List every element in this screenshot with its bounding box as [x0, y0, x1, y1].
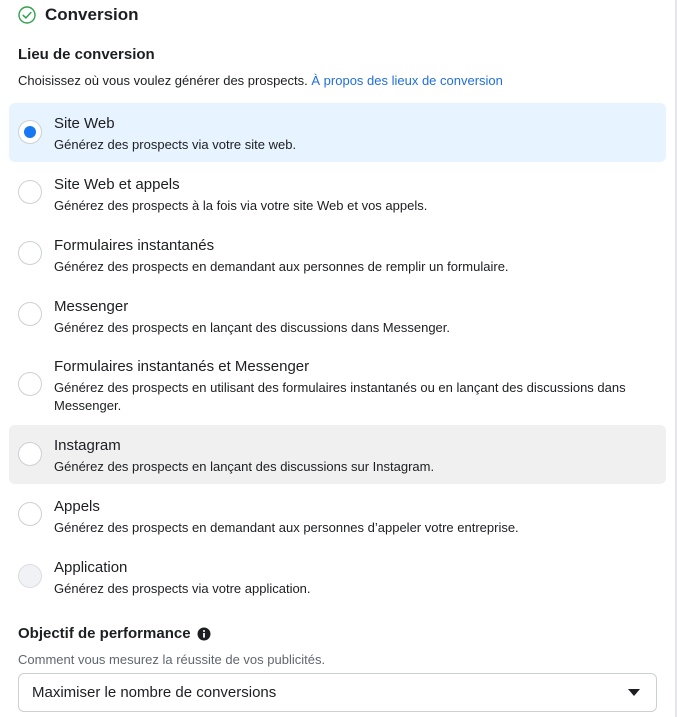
- section-header: [18, 4, 139, 26]
- radio-instagram[interactable]: [18, 442, 42, 466]
- radio-appels[interactable]: [18, 502, 42, 526]
- radio-formulaires-instantanes[interactable]: [18, 241, 42, 265]
- option-formulaires-et-messenger[interactable]: [9, 347, 666, 423]
- option-site-web-et-appels[interactable]: [9, 164, 666, 223]
- option-label: Formulaires instantanés et Messenger: [54, 358, 310, 375]
- option-description: Générez des prospects en demandant aux personnes d’appeler votre entreprise.: [54, 520, 519, 535]
- option-label: Application: [54, 559, 128, 576]
- option-label: Instagram: [54, 437, 121, 454]
- option-description: Générez des prospects en lançant des discussions sur Instagram.: [54, 459, 435, 474]
- conversion-location-description-text: Choisissez où vous voulez générer des prospects.: [18, 73, 308, 88]
- option-appels[interactable]: [9, 486, 666, 545]
- radio-site-web[interactable]: [18, 120, 42, 144]
- option-description: Générez des prospects via votre application.: [54, 581, 311, 596]
- option-formulaires-instantanes[interactable]: [9, 225, 666, 284]
- option-application[interactable]: [9, 547, 666, 606]
- option-label: Appels: [54, 498, 100, 515]
- radio-messenger[interactable]: [18, 302, 42, 326]
- option-description: Générez des prospects via votre site web.: [54, 137, 297, 152]
- option-site-web[interactable]: [9, 103, 666, 162]
- option-messenger[interactable]: [9, 286, 666, 345]
- about-conversion-locations-link[interactable]: À propos des lieux de conversion: [311, 73, 503, 88]
- option-description: Générez des prospects à la fois via votre site Web et vos appels.: [54, 198, 428, 213]
- option-instagram[interactable]: [9, 425, 666, 484]
- performance-goal-select[interactable]: [18, 673, 657, 712]
- section-title: Conversion: [45, 5, 139, 24]
- performance-goal-description: Comment vous mesurez la réussite de vos publicités.: [18, 652, 326, 667]
- option-description: Générez des prospects en utilisant des formulaires instantanés ou en lançant des discussions dans Messenger.: [54, 380, 626, 413]
- performance-goal-heading: [18, 625, 211, 642]
- check-circle-icon: [18, 6, 36, 24]
- option-label: Site Web: [54, 115, 115, 132]
- performance-goal-selected-value: Maximiser le nombre de conversions: [32, 684, 277, 701]
- performance-goal-title: Objectif de performance: [18, 625, 191, 642]
- conversion-location-heading: Lieu de conversion: [18, 46, 155, 63]
- option-label: Formulaires instantanés: [54, 237, 215, 254]
- option-label: Site Web et appels: [54, 176, 180, 193]
- caret-down-icon: [628, 689, 640, 696]
- radio-site-web-et-appels[interactable]: [18, 180, 42, 204]
- radio-formulaires-et-messenger[interactable]: [18, 372, 42, 396]
- radio-application[interactable]: [18, 564, 42, 588]
- option-label: Messenger: [54, 298, 129, 315]
- info-icon[interactable]: [197, 627, 211, 641]
- option-description: Générez des prospects en demandant aux personnes de remplir un formulaire.: [54, 259, 509, 274]
- option-description: Générez des prospects en lançant des discussions dans Messenger.: [54, 320, 451, 335]
- conversion-location-description: [18, 73, 503, 88]
